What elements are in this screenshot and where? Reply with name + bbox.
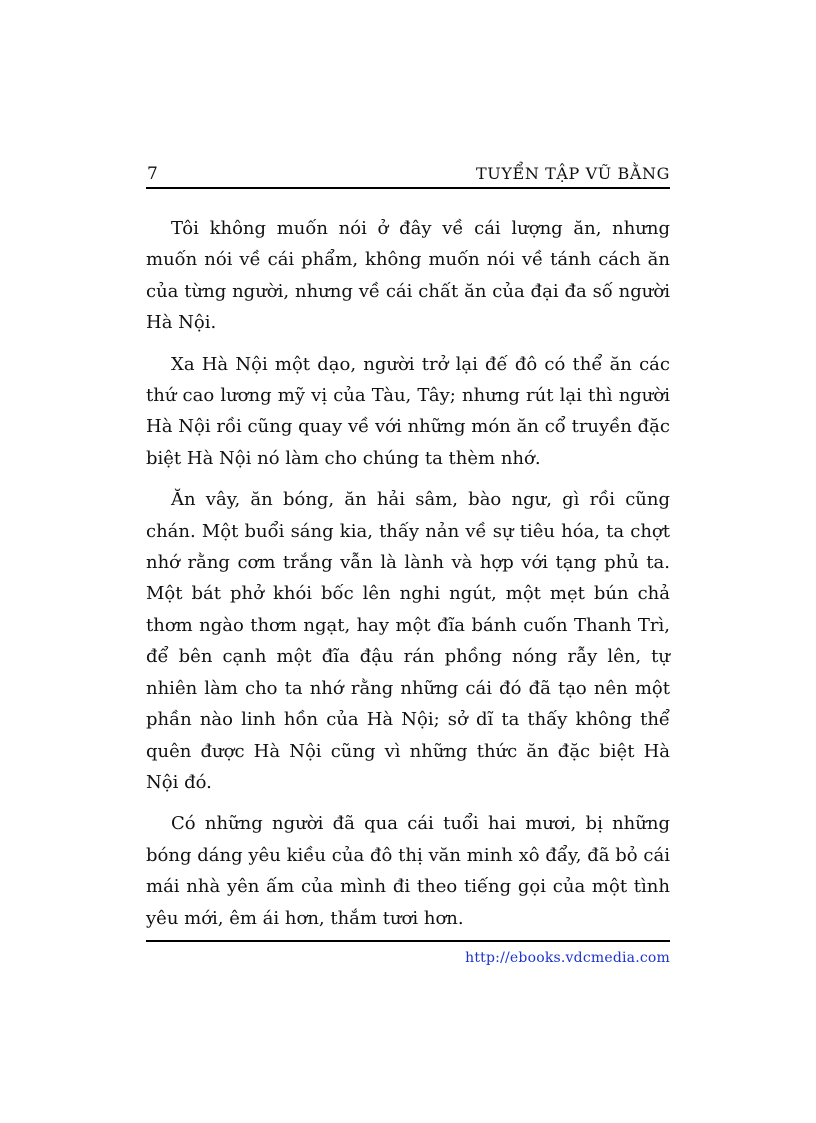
footer-divider	[146, 940, 670, 942]
paragraph: Ăn vây, ăn bóng, ăn hải sâm, bào ngư, gì rồi cũng chán. Một buổi sáng kia, thấy nản về sự tiêu hóa, ta chợt nhớ rằng cơm trắng vẫn là lành và hợp với tạng phủ ta. Một bát phở khói bốc lên nghi ngút, một mẹt bún chả thơm ngào thơm ngạt, hay một đĩa bánh cuốn Thanh Trì, để bên cạnh một đĩa đậu rán phồng nóng rẫy lên, tự nhiên làm cho ta nhớ rằng những cái đó đã tạo nên một phần nào linh hồn của Hà Nội; sở dĩ ta thấy không thể quên được Hà Nội cũng vì những thức ăn đặc biệt Hà Nội đó.	[146, 489, 670, 793]
page-number: 7	[147, 164, 158, 184]
source-link[interactable]: http://ebooks.vdcmedia.com	[465, 950, 670, 966]
running-header	[146, 163, 670, 189]
body-text	[146, 213, 670, 944]
paragraph: Có những người đã qua cái tuổi hai mươi, bị những bóng dáng yêu kiều của đô thị văn minh xô đẩy, đã bỏ cái mái nhà yên ấm của mình đi theo tiếng gọi của một tình yêu mới, êm ái hơn, thắm tươi hơn.	[146, 813, 670, 929]
book-title: TUYỂN TẬP VŨ BẰNG	[476, 164, 670, 183]
paragraph: Xa Hà Nội một dạo, người trở lại đế đô có thể ăn các thứ cao lương mỹ vị của Tàu, Tây; nhưng rút lại thì người Hà Nội rồi cũng quay về với những món ăn cổ truyền đặc biệt Hà Nội nó làm cho chúng ta thèm nhớ.	[146, 353, 670, 469]
paragraph: Tôi không muốn nói ở đây về cái lượng ăn, nhưng muốn nói về cái phẩm, không muốn nói về tánh cách ăn của từng người, nhưng về cái chất ăn của đại đa số người Hà Nội.	[146, 218, 670, 334]
